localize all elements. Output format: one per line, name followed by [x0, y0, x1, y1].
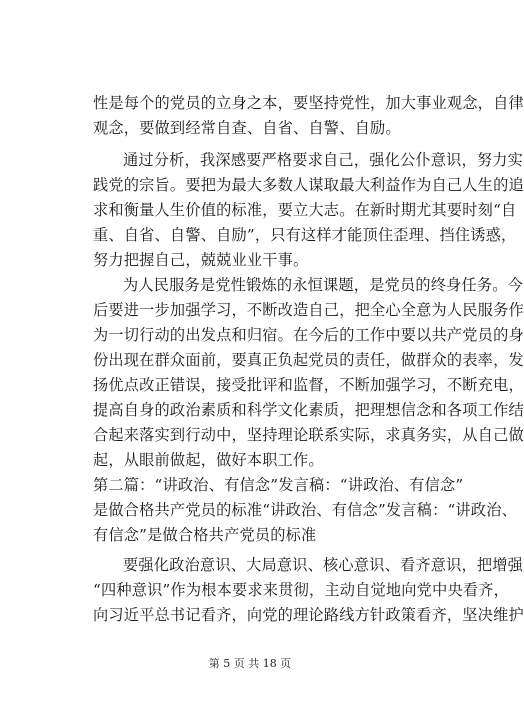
text-line: 后要进一步加强学习，不断改造自己，把全心全意为人民服务作	[93, 301, 524, 319]
text-line: 要强化政治意识、大局意识、核心意识、看齐意识，把增强	[123, 556, 524, 574]
text-line: 求和衡量人生价值的标准，要立大志。在新时期尤其要时刻“自	[93, 201, 517, 219]
text-line: 为人民服务是党性锻炼的永恒课题，是党员的终身任务。今	[123, 276, 524, 294]
text-line: 通过分析，我深感要严格要求自己，强化公仆意识，努力实	[123, 151, 524, 169]
text-line: “四种意识”作为根本要求来贯彻，主动自觉地向党中央看齐，	[93, 581, 510, 599]
text-line: 合起来落实到行动中，坚持理论联系实际，求真务实，从自己做	[93, 426, 524, 444]
text-line: 起，从眼前做起，做好本职工作。	[93, 451, 324, 469]
text-line: 践党的宗旨。要把为最大多数人谋取最大利益作为自己人生的追	[93, 176, 524, 194]
section-heading-line: 有信念”是做合格共产党员的标准	[93, 526, 317, 544]
section-heading-line: 第二篇：“讲政治、有信念”发言稿：“讲政治、有信念”	[93, 476, 464, 494]
text-line: 为一切行动的出发点和归宿。在今后的工作中要以共产党员的身	[93, 326, 524, 344]
section-heading-line: 是做合格共产党员的标准“讲政治、有信念”发言稿：“讲政治、	[93, 501, 517, 519]
text-line: 份出现在群众面前，要真正负起党员的责任，做群众的表率，发	[93, 351, 524, 369]
text-line: 性是每个的党员的立身之本，要坚持党性，加大事业观念，自律	[93, 94, 524, 112]
text-line: 向习近平总书记看齐，向党的理论路线方针政策看齐，坚决维护	[93, 606, 524, 624]
text-line: 努力把握自己，兢兢业业干事。	[93, 251, 309, 269]
text-line: 扬优点改正错误，接受批评和监督，不断加强学习，不断充电，	[93, 376, 524, 394]
text-line: 重、自省、自警、自励”，只有这样才能顶住歪理、挡住诱惑，	[93, 226, 517, 244]
page-number-footer: 第 5 页 共 18 页	[208, 657, 292, 670]
text-line: 观念，要做到经常自查、自省、自警、自励。	[93, 119, 401, 137]
text-line: 提高自身的政治素质和科学文化素质，把理想信念和各项工作结	[93, 401, 524, 419]
